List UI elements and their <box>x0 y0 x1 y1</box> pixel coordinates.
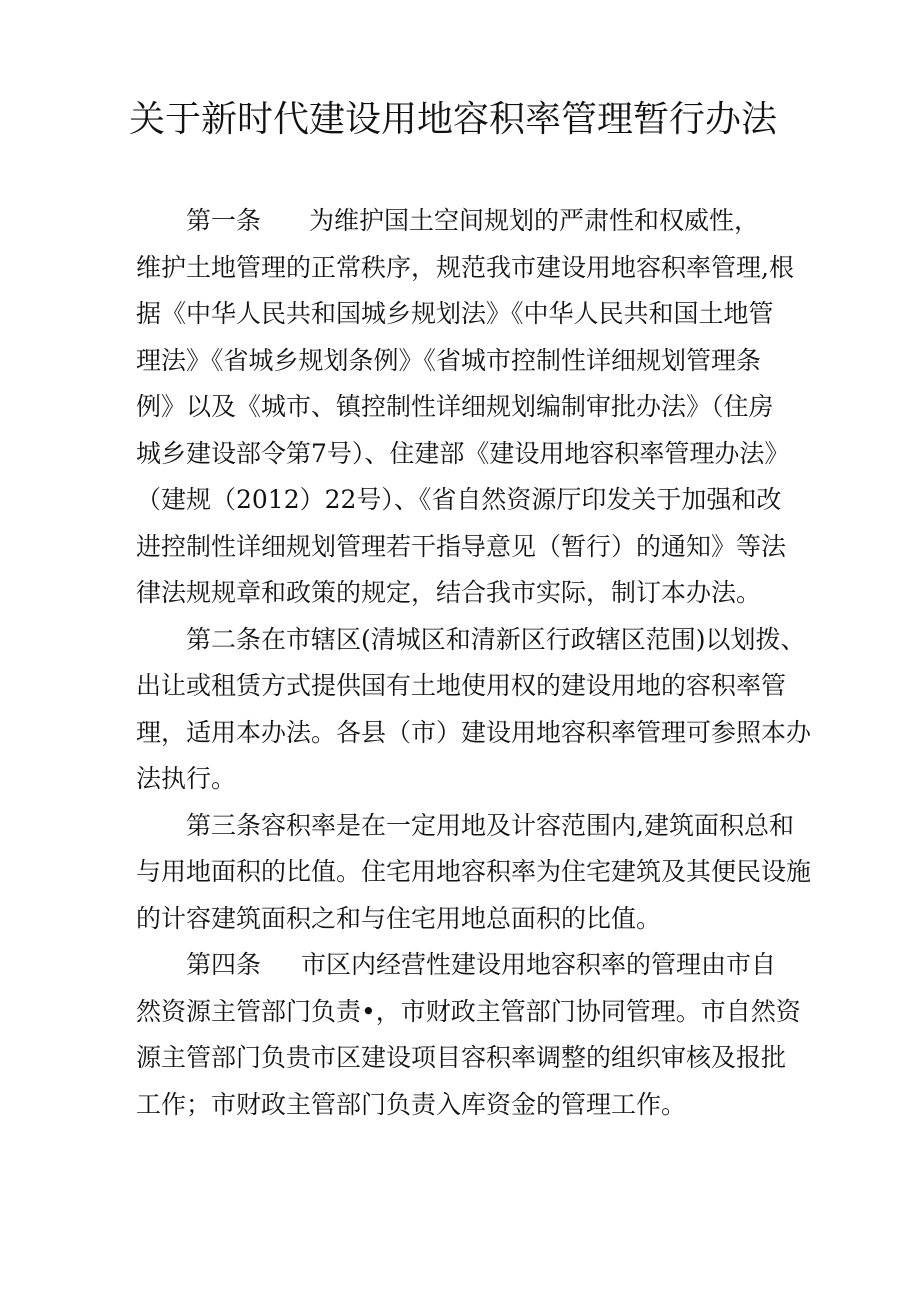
article-1-line-5: 例》以及《城市、镇控制性详细规划编制审批办法》（住房 <box>136 392 774 421</box>
article-3-line-2: 与用地面积的比值。住宅用地容积率为住宅建筑及其便民设施 <box>136 857 812 886</box>
article-4-line-1 <box>136 942 796 989</box>
article-1-line-8: 进控制性详细规划管理若干指导意见（暂行）的通知》等法 <box>136 531 787 561</box>
article-2-line-2: 出让或租赁方式提供国有土地使用权的建设用地的容积率管 <box>136 671 787 700</box>
article-1 <box>136 198 796 617</box>
article-4-text-1: 市区内经营性建设用地容积率的管理由市自 <box>301 950 777 979</box>
document-title: 关于新时代建设用地容积率管理暂行办法 <box>128 99 777 140</box>
article-1-text-1: 为维护国土空间规划的严肃性和权威性， <box>309 206 760 235</box>
article-1-line-6: 城乡建设部令第7号）、住建部《建设用地容积率管理办法》 <box>136 438 790 468</box>
article-1-line-4: 理法》《省城乡规划条例》《省城市控制性详细规划管理条 <box>136 345 762 375</box>
article-1-line-9: 律法规规章和政策的规定，结合我市实际，制订本办法。 <box>136 578 762 607</box>
article-3 <box>136 803 812 943</box>
article-4-line-4: 工作；市财政主管部门负责入库资金的管理工作。 <box>136 1089 687 1119</box>
article-2-line-1: 第二条在市辖区(清城区和清新区行政辖区范围)以划拨、 <box>186 624 806 654</box>
article-2-line-3: 理，适用本办法。各县（市）建设用地容积率管理可参照本办 <box>136 717 812 747</box>
article-1-line-3: 据《中华人民共和国城乡规划法》《中华人民共和国土地管 <box>136 299 774 328</box>
article-4-label: 第四条 <box>186 950 262 979</box>
article-4-line-2: 然资源主管部门负责•，市财政主管部门协同管理。市自然资 <box>136 996 801 1026</box>
article-1-label: 第一条 <box>186 206 262 235</box>
article-1-line-7: （建规（2012）22号）、《省自然资源厅印发关于加强和改 <box>136 485 782 514</box>
article-2 <box>136 617 812 803</box>
document-body <box>136 198 812 1128</box>
article-3-line-1: 第三条容积率是在一定用地及计容范围内,建筑面积总和 <box>186 810 794 840</box>
article-1-line-1 <box>136 198 796 245</box>
article-2-line-4: 法执行。 <box>136 764 237 793</box>
article-1-line-2: 维护土地管理的正常秩序，规范我市建设用地容积率管理,根 <box>136 252 794 282</box>
article-4-line-3: 源主管部门负贵市区建设项目容积率调整的组织审核及报批 <box>136 1043 787 1072</box>
article-3-line-3: 的计容建筑面积之和与住宅用地总面积的比值。 <box>136 903 662 933</box>
article-4 <box>136 942 801 1128</box>
